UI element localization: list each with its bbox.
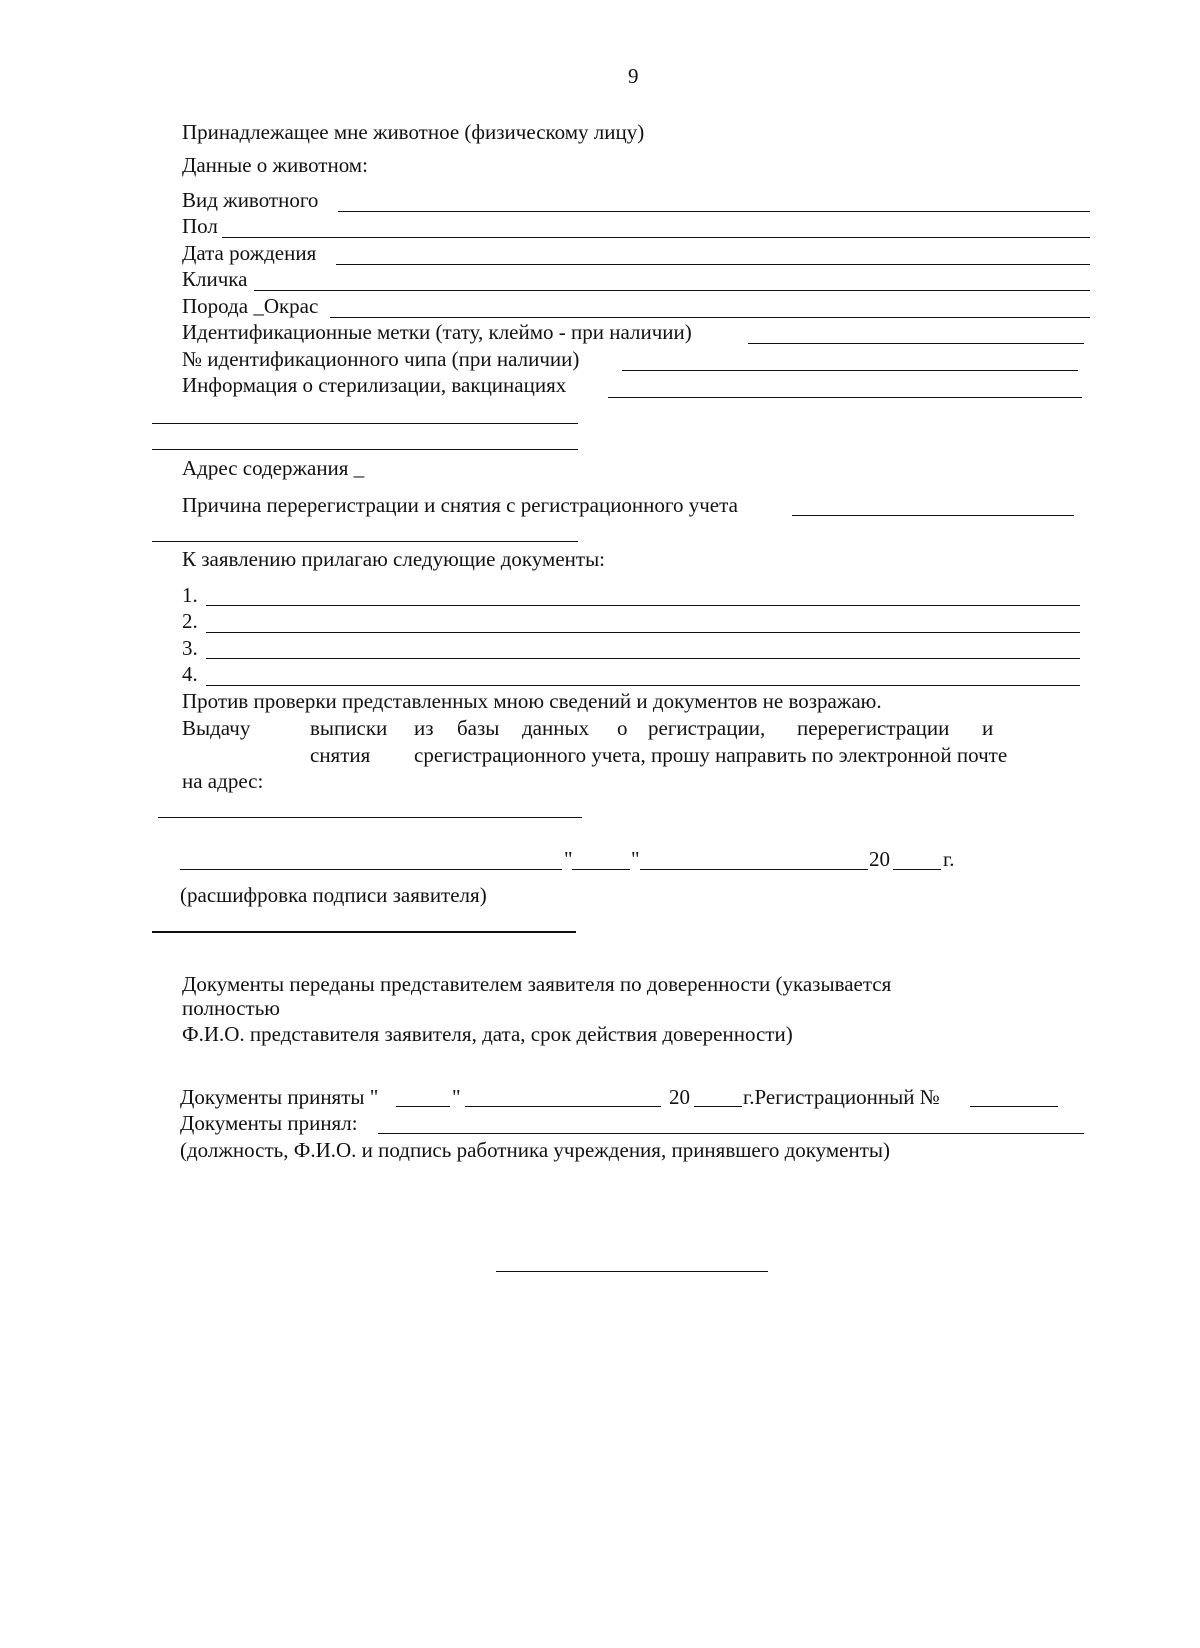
reason-label: Причина перерегистрации и снятия с регистрационного учета (182, 493, 738, 517)
no-objection-statement: Против проверки представленных мною сведений и документов не возражаю. (182, 689, 882, 713)
field-label-name: Кличка (182, 267, 248, 291)
consent-word: регистрации, (648, 716, 766, 740)
accepted-day-line[interactable] (396, 1106, 450, 1107)
registration-number-line[interactable] (970, 1106, 1058, 1107)
field-label-sterilization: Информация о стерилизации, вакцинациях (182, 373, 567, 397)
consent-line2-word: снятия (310, 743, 371, 767)
address-label: Адрес содержания _ (182, 456, 365, 480)
field-label-chip: № идентификационного чипа (при наличии) (182, 347, 580, 371)
document-item-line[interactable] (206, 605, 1080, 606)
consent-word: о (617, 716, 628, 740)
document-item-line[interactable] (206, 658, 1080, 659)
documents-heading: К заявлению прилагаю следующие документы: (182, 547, 606, 571)
field-line-sex[interactable] (222, 237, 1090, 238)
animal-data-heading: Данные о животном: (182, 153, 368, 177)
signature-caption: (расшифровка подписи заявителя) (180, 883, 487, 907)
accepted-by-label: Документы принял: (180, 1111, 358, 1135)
signature-line[interactable] (180, 869, 562, 870)
reason-continuation-line[interactable] (152, 541, 578, 542)
accepted-prefix: Документы приняты " (180, 1085, 379, 1109)
field-label-species: Вид животного (182, 188, 319, 212)
document-item-number: 1. (182, 583, 198, 607)
document-item-number: 4. (182, 662, 198, 686)
document-item-line[interactable] (206, 632, 1080, 633)
accepted-year-line[interactable] (694, 1106, 742, 1107)
accepted-by-caption: (должность, Ф.И.О. и подпись работника учреждения, принявшего документы) (180, 1138, 891, 1162)
continuation-line[interactable] (152, 449, 578, 450)
document-item-number: 3. (182, 636, 198, 660)
consent-word: базы (457, 716, 500, 740)
representative-statement: полностью (182, 996, 280, 1020)
consent-word: выписки (310, 716, 388, 740)
field-line-sterilization[interactable] (608, 397, 1082, 398)
field-line-species[interactable] (338, 211, 1090, 212)
field-line-name[interactable] (254, 290, 1090, 291)
signature-transcript-line[interactable] (152, 931, 576, 933)
field-line-id-marks[interactable] (748, 343, 1084, 344)
consent-word: Выдачу (182, 716, 251, 740)
consent-word: из (414, 716, 434, 740)
reason-line[interactable] (792, 515, 1074, 516)
representative-statement: Документы переданы представителем заявителя по доверенности (указывается (182, 972, 892, 996)
year-line[interactable] (893, 869, 941, 870)
accepted-by-line[interactable] (378, 1133, 1084, 1134)
consent-word: перерегистрации (797, 716, 950, 740)
month-line[interactable] (640, 869, 868, 870)
date-quote-close: " (631, 847, 640, 871)
year-suffix: г. (943, 847, 955, 871)
email-address-label: на адрес: (182, 769, 264, 793)
field-line-breed-color[interactable] (330, 317, 1090, 318)
accepted-year-prefix: 20 (669, 1085, 690, 1109)
document-item-number: 2. (182, 609, 198, 633)
page-number: 9 (628, 64, 639, 88)
representative-details: Ф.И.О. представителя заявителя, дата, срок действия доверенности) (182, 1022, 793, 1046)
consent-line2-text: срегистрационного учета, прошу направить по электронной почте (414, 743, 1008, 767)
consent-word: и (982, 716, 994, 740)
end-of-page-rule (496, 1271, 768, 1272)
consent-word: данных (522, 716, 590, 740)
accepted-quote-close: " (452, 1085, 461, 1109)
registration-number-label: г.Регистрационный № (743, 1085, 940, 1109)
day-line[interactable] (572, 869, 630, 870)
ownership-statement: Принадлежащее мне животное (физическому лицу) (182, 120, 645, 144)
field-label-id-marks: Идентификационные метки (тату, клеймо - при наличии) (182, 320, 692, 344)
field-label-birthdate: Дата рождения (182, 241, 317, 265)
field-line-chip[interactable] (622, 370, 1078, 371)
document-item-line[interactable] (206, 685, 1080, 686)
accepted-month-line[interactable] (465, 1106, 661, 1107)
continuation-line[interactable] (152, 423, 578, 424)
field-line-birthdate[interactable] (336, 264, 1090, 265)
year-prefix: 20 (869, 847, 890, 871)
field-label-breed-color: Порода _Окрас (182, 294, 319, 318)
field-label-sex: Пол (182, 214, 218, 238)
email-address-line[interactable] (158, 817, 582, 818)
date-quote-open: " (564, 847, 573, 871)
